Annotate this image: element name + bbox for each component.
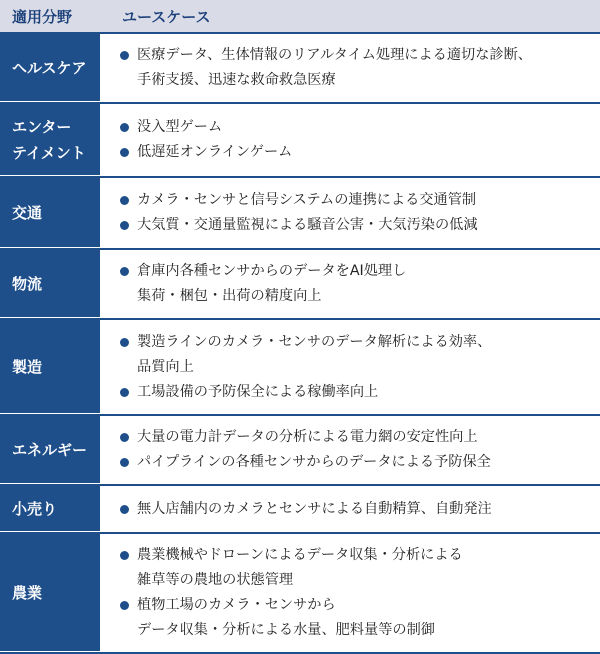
bullet-icon (120, 338, 129, 347)
table-row (0, 534, 600, 654)
bullet-icon (120, 601, 129, 610)
category-label: テイメント (12, 143, 86, 162)
usecase-cell (100, 34, 600, 102)
usecase-item (120, 543, 592, 593)
bullet-icon (120, 388, 129, 397)
usecase-text: 低遅延オンラインゲーム (137, 144, 293, 160)
usecase-text: パイプラインの各種センサからのデータによる予防保全 (137, 454, 491, 470)
bullet-icon (120, 221, 129, 230)
usecase-item (120, 450, 592, 475)
usecase-text: 農業機械やドローンによるデータ収集・分析による (137, 547, 463, 563)
usecase-item (120, 259, 592, 309)
usecase-item (120, 140, 592, 165)
category-cell (0, 178, 100, 248)
category-cell (0, 250, 100, 318)
table-body (0, 34, 600, 654)
usecase-item (120, 425, 592, 450)
bullet-icon (120, 433, 129, 442)
usecase-cell (100, 534, 600, 652)
usecase-item (120, 115, 592, 140)
table-row (0, 104, 600, 178)
usecase-item (120, 330, 592, 380)
category-cell (0, 320, 100, 414)
bullet-icon (120, 458, 129, 467)
usecase-text: 集荷・梱包・出荷の精度向上 (137, 288, 322, 304)
category-label: 交通 (12, 203, 43, 222)
table-row (0, 178, 600, 250)
category-cell (0, 416, 100, 484)
usecase-cell (100, 104, 600, 176)
table-row (0, 250, 600, 320)
usecase-item (120, 380, 592, 405)
usecase-text: 没入型ゲーム (137, 119, 223, 135)
category-label: 小売り (12, 499, 58, 518)
bullet-icon (120, 51, 129, 60)
usecase-text: 雑草等の農地の状態管理 (137, 572, 294, 588)
usecase-item (120, 593, 592, 643)
bullet-icon (120, 505, 129, 514)
table-row (0, 416, 600, 486)
usecase-text: 植物工場のカメラ・センサから (137, 597, 336, 613)
table-row (0, 486, 600, 534)
bullet-icon (120, 551, 129, 560)
table-row (0, 34, 600, 104)
usecase-cell (100, 320, 600, 414)
category-label: 物流 (12, 274, 43, 293)
table-row (0, 320, 600, 416)
usecase-text: 手術支援、迅速な救命救急医療 (137, 72, 336, 88)
bullet-icon (120, 196, 129, 205)
usecase-text: 製造ラインのカメラ・センサのデータ解析による効率、 (137, 333, 492, 350)
category-cell (0, 104, 100, 176)
category-label: ヘルスケア (12, 58, 87, 77)
usecase-text: 大気質・交通量監視による騒音公害・大気汚染の低減 (137, 217, 478, 233)
usecase-item (120, 213, 592, 238)
category-label: 製造 (12, 357, 43, 376)
bullet-icon (120, 148, 129, 157)
category-cell (0, 534, 100, 652)
usecase-text: カメラ・センサと信号システムの連携による交通管制 (137, 192, 477, 208)
category-cell (0, 34, 100, 102)
header-usecase: ユースケース (122, 7, 211, 26)
category-label: エネルギー (12, 440, 88, 459)
usecase-item (120, 188, 592, 213)
category-cell (0, 486, 100, 532)
table-header (0, 0, 600, 34)
bullet-icon (120, 123, 129, 132)
usecase-cell (100, 486, 600, 532)
usecase-cell (100, 416, 600, 484)
category-label: 農業 (12, 583, 43, 602)
usecase-text: 医療データ、生体情報のリアルタイム処理による適切な診断、 (137, 47, 532, 63)
usecase-cell (100, 250, 600, 318)
usecase-cell (100, 178, 600, 248)
usecase-text: 大量の電力計データの分析による電力網の安定性向上 (137, 429, 478, 445)
category-label: エンター (12, 117, 72, 136)
usecase-text: データ収集・分析による水量、肥料量等の制御 (137, 622, 435, 638)
header-field: 適用分野 (12, 7, 73, 26)
bullet-icon (120, 267, 129, 276)
usecase-item (120, 497, 592, 522)
usecase-text: 倉庫内各種センサからのデータをAI処理し (137, 263, 407, 279)
usecase-item (120, 43, 592, 93)
usecase-text: 工場設備の予防保全による稼働率向上 (137, 383, 379, 400)
usecase-text: 品質向上 (137, 358, 194, 375)
usecase-text: 無人店舗内のカメラとセンサによる自動精算、自動発注 (137, 500, 492, 517)
